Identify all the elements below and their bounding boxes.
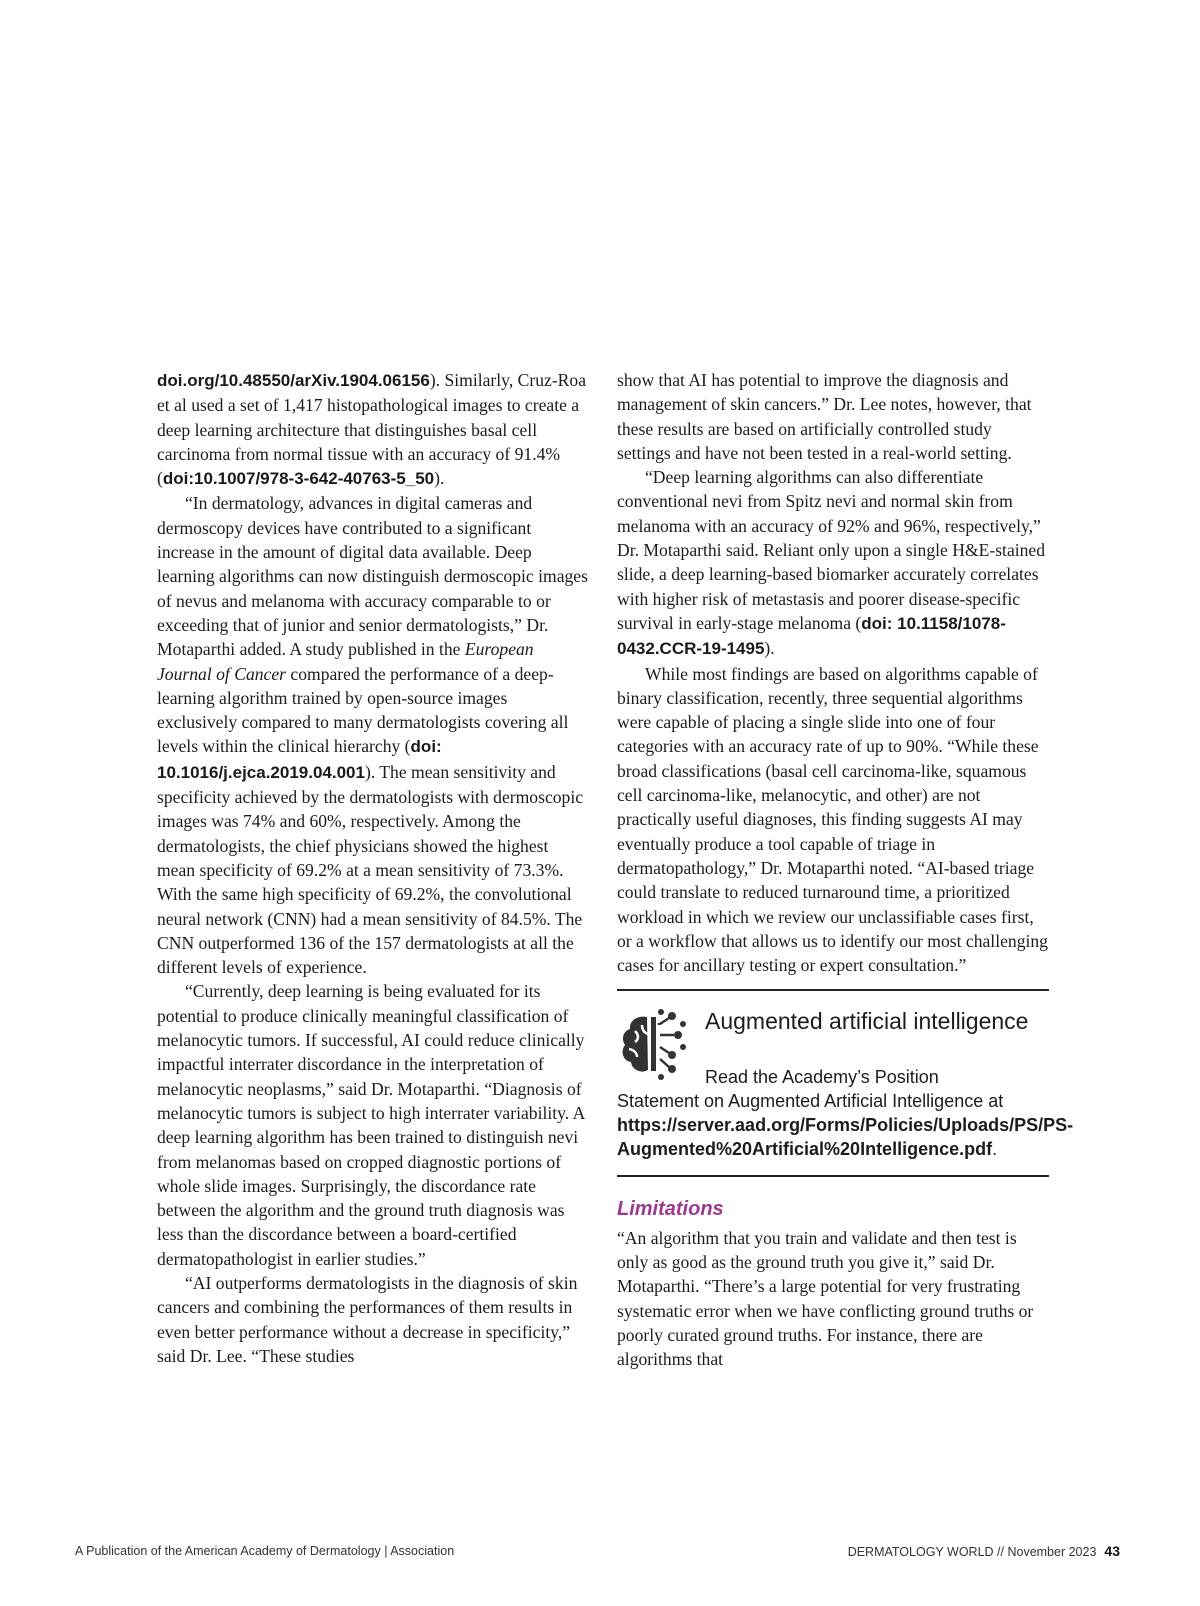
doi-link-ccr[interactable]: doi: 10.1158/1078-0432.CCR-19-1495 [617, 613, 1006, 659]
sidebar-box-augmented-ai [617, 989, 1074, 1177]
sidebar-box-title: Augmented artificial intelligence [705, 1008, 1029, 1035]
paragraph-6: “Deep learning algorithms can also differentiate conventional nevi from Spitz nevi and normal skin from melanoma with an accuracy of 92% and 96%, respectively,” Dr. Motaparthi said. Reliant only upon a single H&E-stained slide, a deep learning-based biomarker accurately correlates with higher risk of metastasis and poorer disease-specific survival in early-stage melanoma (doi: 10.1158/1078-0432.CCR-19-1495). [617, 467, 1046, 659]
paragraph-7: While most findings are based on algorithms capable of binary classification, recently, three sequential algorithms were capable of placing a single slide into one of four categories with an accuracy rate of up to 90%. “While these broad classifications (basal cell carcinoma-like, squamous cell carcinoma-like, melanocytic, and other) are not practically useful diagnoses, this finding suggests AI may eventually produce a tool capable of triage in dermatopathology,” Dr. Motaparthi noted. “AI-based triage could translate to reduced turnaround time, a prioritized workload in which we review our unclassifiable cases first, or a workflow that allows us to identify our most challenging cases for ancillary testing or expert consultation.” [617, 663, 1048, 976]
paragraph-3: “Currently, deep learning is being evaluated for its potential to produce clinically meaningful classification of melanocytic tumors. If successful, AI could reduce clinically impactful interrater discordance in the interpretation of melanocytic neoplasms,” said Dr. Motaparthi. “Diagnosis of melanocytic tumors is subject to high interrater variability. A deep learning algorithm has been trained to distinguish nevi from melanomas based on cropped diagnostic portions of whole slide images. Surprisingly, the discordance rate between the algorithm and the ground truth diagnosis was less than the discordance between a board-certified dermatopathologist in earlier studies.” [157, 981, 585, 1269]
paragraph-4: “AI outperforms dermatologists in the diagnosis of skin cancers and combining the performances of them results in even better performance without a decrease in specificity,” said Dr. Lee. “These studies [157, 1272, 578, 1366]
brain-circuit-icon [617, 1007, 693, 1083]
position-statement-link[interactable]: https://server.aad.org/Forms/Policies/Uploads/PS/PS-Augmented%20Artificial%20Intelligence.pdf [617, 1115, 1074, 1160]
footer-publisher: A Publication of the American Academy of Dermatology | Association [75, 1544, 455, 1558]
sidebar-box-body: Statement on Augmented Artificial Intelligence at https://server.aad.org/Forms/Policies/Uploads/PS/PS-Augmented%20Artificial%20Intelligence.pdf. [617, 1091, 1074, 1160]
doi-link-arxiv[interactable]: doi.org/10.48550/arXiv.1904.06156 [157, 371, 430, 390]
paragraph-8: “An algorithm that you train and validate and then test is only as good as the ground truth you give it,” said Dr. Motaparthi. “There’s a large potential for very frustrating systematic error when we have conflicting ground truths or poorly curated ground truths. For instance, there are algorithms that [617, 1227, 1034, 1370]
paragraph-5: show that AI has potential to improve the diagnosis and management of skin cancers.” Dr. Lee notes, however, that these results are based on artificially controlled study settings and have not been tested in a real-world setting. [617, 370, 1032, 463]
journal-title: European Journal of Cancer [157, 639, 534, 684]
right-column [617, 368, 1074, 1372]
paragraph-2: “In dermatology, advances in digital cameras and dermoscopy devices have contributed to a significant increase in the amount of digital data available. Deep learning algorithms can now distinguish dermoscopic images of nevus and melanoma with accuracy comparable to or exceeding that of junior and senior dermatologists,” Dr. Motaparthi added. A study published in the European Journal of Cancer compared the performance of a deep-learning algorithm trained by open-source images exclusively compared to many dermatologists covering all levels within the clinical hierarchy (doi: 10.1016/j.ejca.2019.04.001). The mean sensitivity and specificity achieved by the dermatologists with dermoscopic images was 74% and 60%, respectively. Among the dermatologists, the chief physicians showed the highest mean specificity of 69.2% at a mean sensitivity of 73.3%. With the same high specificity of 69.2%, the convolutional neural network (CNN) had a mean sensitivity of 84.5%. The CNN outperformed 136 of the 157 dermatologists at all the different levels of experience. [157, 493, 588, 978]
doi-link-ejca[interactable]: doi: 10.1016/j.ejca.2019.04.001 [157, 737, 442, 782]
doi-link-cruz-roa[interactable]: doi:10.1007/978-3-642-40763-5_50 [162, 469, 435, 489]
left-column [157, 368, 589, 1368]
section-heading-limitations: Limitations [617, 1198, 724, 1221]
paragraph-1: doi.org/10.48550/arXiv.1904.06156). Similarly, Cruz-Roa et al used a set of 1,417 histopathological images to create a deep learning architecture that distinguishes basal cell carcinoma from normal tissue with an accuracy of 91.4% (doi:10.1007/978-3-642-40763-5_50). [157, 370, 587, 489]
footer-issue: DERMATOLOGY WORLD // November 2023 43 [847, 1543, 1120, 1559]
page-number: 43 [1104, 1543, 1120, 1559]
sidebar-box-lead: Read the Academy’s Position [705, 1067, 939, 1088]
